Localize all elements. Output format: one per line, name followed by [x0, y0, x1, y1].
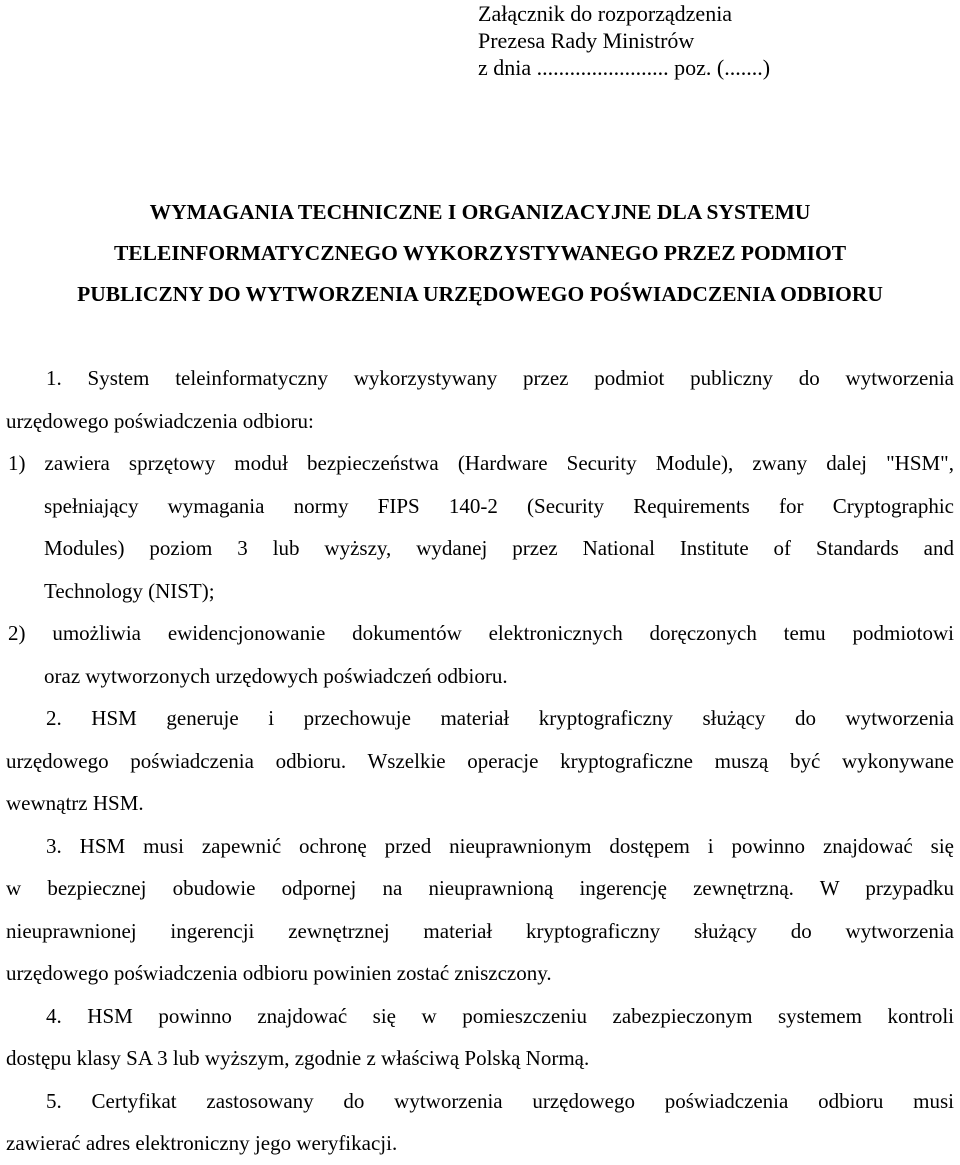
- text-line: oraz wytworzonych urzędowych poświadczeń odbioru.: [44, 663, 508, 688]
- text-line: 2. HSM generuje i przechowuje materiał kryptograficzny służący do wytworzenia: [46, 706, 954, 730]
- paragraph-2: [6, 697, 954, 825]
- annex-header: [478, 0, 770, 81]
- text-line: wewnątrz HSM.: [6, 791, 144, 815]
- text-line: spełniający wymagania normy FIPS 140-2 (Security Requirements for Cryptographic: [44, 493, 954, 518]
- annex-line: z dnia ........................ poz. (.......): [478, 55, 771, 80]
- paragraph-3: [6, 825, 954, 995]
- text-line: Technology (NIST);: [44, 578, 215, 603]
- paragraph-1: [6, 357, 954, 442]
- title-line: TELEINFORMATYCZNEGO WYKORZYSTYWANEGO PRZEZ PODMIOT: [113, 241, 847, 265]
- text-line: w bezpiecznej obudowie odpornej na nieuprawnioną ingerencję zewnętrzną. W przypadku: [6, 876, 954, 900]
- paragraph-4: [6, 995, 954, 1080]
- text-line: Modules) poziom 3 lub wyższy, wydanej przez National Institute of Standards and: [44, 536, 954, 560]
- paragraph-5: [6, 1080, 954, 1165]
- text-line: zawierać adres elektroniczny jego weryfikacji.: [6, 1131, 398, 1155]
- text-line: 1) zawiera sprzętowy moduł bezpieczeństwa (Hardware Security Module), zwany dalej "HSM",: [8, 451, 954, 475]
- text-line: 4. HSM powinno znajdować się w pomieszczeniu zabezpieczonym systemem kontroli: [46, 1003, 954, 1028]
- title-line: WYMAGANIA TECHNICZNE I ORGANIZACYJNE DLA SYSTEMU: [149, 200, 811, 224]
- text-line: urzędowego poświadczenia odbioru:: [6, 408, 314, 433]
- document-body: [6, 357, 954, 1165]
- text-line: dostępu klasy SA 3 lub wyższym, zgodnie z właściwą Polską Normą.: [6, 1046, 590, 1070]
- text-line: nieuprawnionej ingerencji zewnętrznej materiał kryptograficzny służący do wytworzenia: [6, 918, 954, 943]
- text-line: urzędowego poświadczenia odbioru. Wszelkie operacje kryptograficzne muszą być wykonywane: [6, 748, 954, 773]
- title-line: PUBLICZNY DO WYTWORZENIA URZĘDOWEGO POŚWIADCZENIA ODBIORU: [77, 282, 883, 306]
- annex-line: Załącznik do rozporządzenia: [478, 1, 733, 26]
- list-item-2: [6, 612, 954, 697]
- document-title: [0, 192, 960, 315]
- text-line: 2) umożliwia ewidencjonowanie dokumentów elektronicznych doręczonych temu podmiotowi: [8, 621, 954, 645]
- text-line: 5. Certyfikat zastosowany do wytworzenia urzędowego poświadczenia odbioru musi: [46, 1088, 954, 1113]
- list-item-1: [6, 442, 954, 612]
- annex-line: Prezesa Rady Ministrów: [478, 28, 695, 53]
- text-line: 3. HSM musi zapewnić ochronę przed nieuprawnionym dostępem i powinno znajdować się: [46, 833, 954, 858]
- text-line: 1. System teleinformatyczny wykorzystywany przez podmiot publiczny do wytworzenia: [46, 366, 954, 390]
- text-line: urzędowego poświadczenia odbioru powinien zostać zniszczony.: [6, 961, 552, 985]
